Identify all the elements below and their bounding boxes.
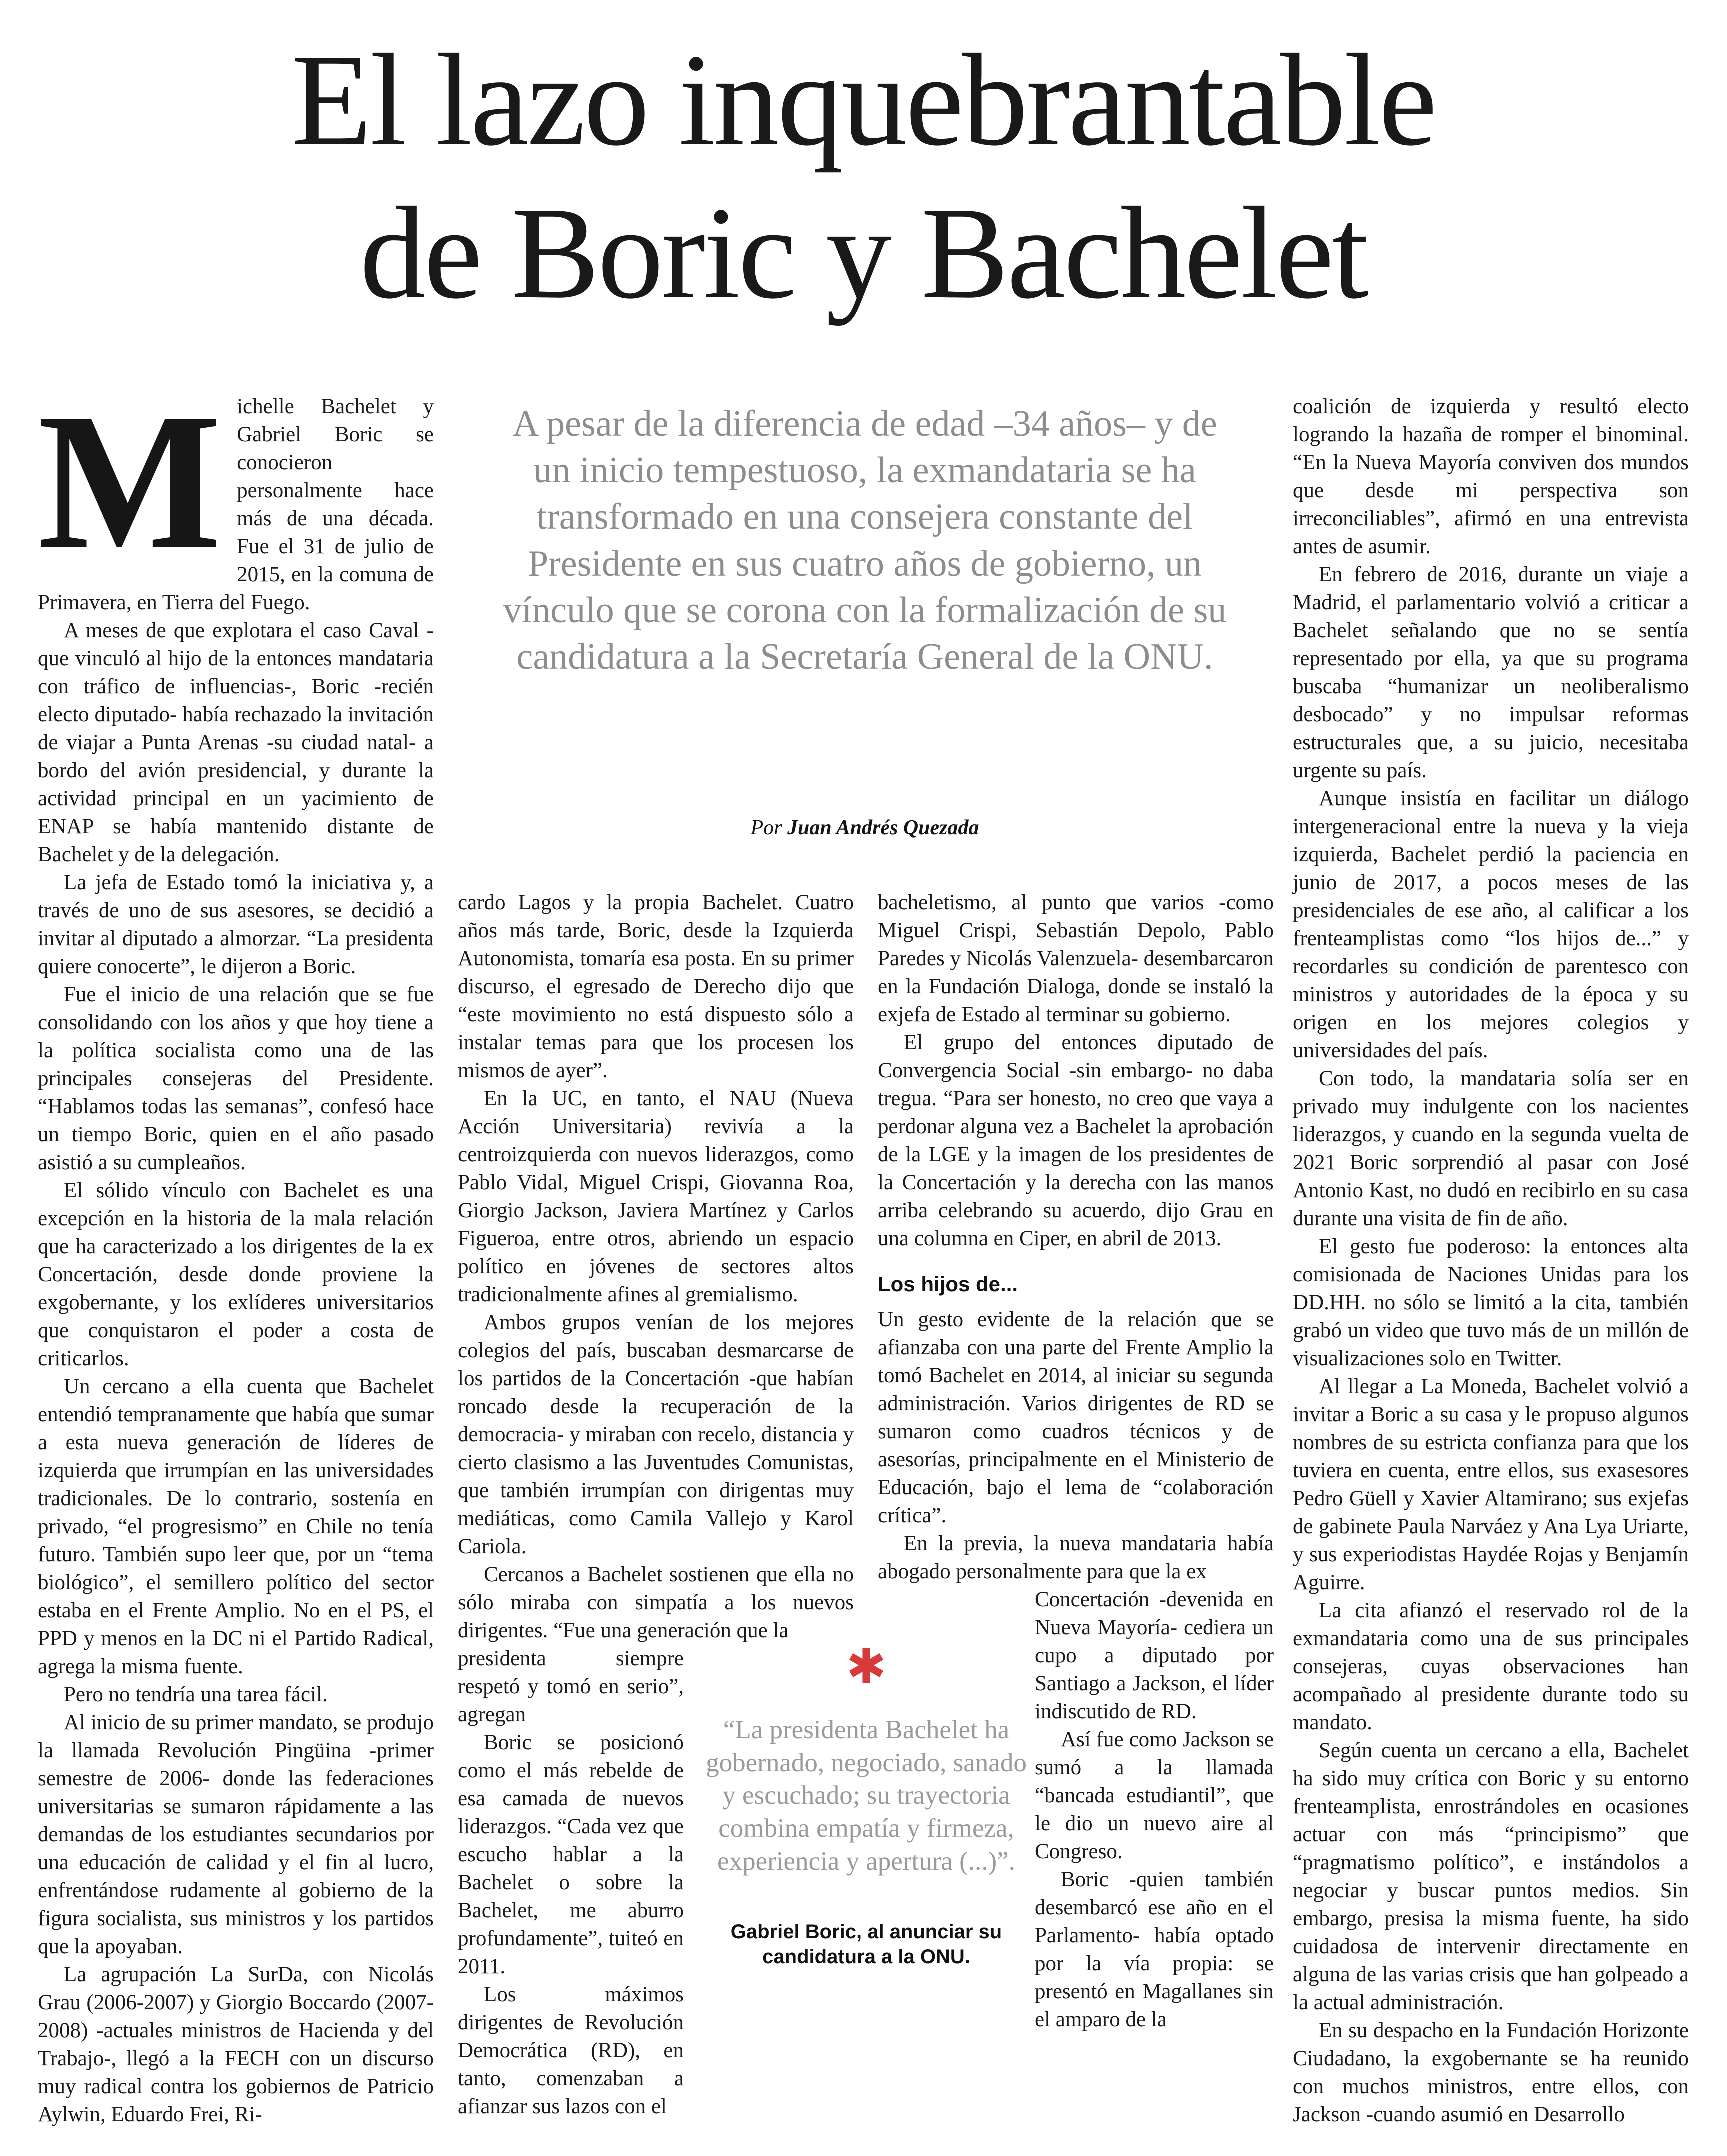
byline-prefix: Por [750, 816, 788, 840]
column-3-narrow-paragraphs [1035, 1586, 1274, 2034]
paragraph: El sólido vínculo con Bachelet es una excepción en la historia de la mala relación que ha caracterizado a los dirigentes de la ex Concertación, desde donde proviene la exgobernante, y los exlíderes universitarios que conquistaron el poder a costa de criticarlos. [38, 1179, 434, 1370]
paragraph: A meses de que explotara el caso Caval -que vinculó al hijo de la entonces mandataria con tráfico de influencias-, Boric -recién electo diputado- había rechazado la invitación de viajar a Punta Arenas -su ciudad natal- a bordo del avión presidencial, y durante la actividad principal en un yacimiento de ENAP se había mantenido distante de Bachelet y de la delegación. [38, 619, 434, 866]
paragraph: En la previa, la nueva mandataria había abogado personalmente para que la ex [878, 1532, 1274, 1584]
paragraph: Al llegar a La Moneda, Bachelet volvió a invitar a Boric a su casa y le propuso algunos nombres de su estricta confianza para que los tuviera en cuenta, entre ellos, sus exasesores Pedro Güell y Xavier Altamirano; sus exjefas de gabinete Paula Narváez y Ana Lya Uriarte, y sus experiodistas Haydée Rojas y Benjamín Aguirre. [1293, 1375, 1689, 1594]
paragraph: bacheletismo, al punto que varios -como Miguel Crispi, Sebastián Depolo, Pablo Paredes y Nicolás Valenzuela- desembarcaron en la Fundación Dialoga, donde se instaló la exjefa de Estado al terminar su gobierno. [878, 891, 1274, 1026]
paragraph: En febrero de 2016, durante un viaje a Madrid, el parlamentario volvió a criticar a Bachelet señalando que no se sentía representado por ella, ya que su programa buscaba “humanizar un neoliberalismo desbocado” y no impulsar reformas estructurales que, a su juicio, necesitaba urgente su país. [1293, 563, 1689, 782]
paragraph: Aunque insistía en facilitar un diálogo intergeneracional entre la nueva y la vieja izquierda, Bachelet perdió la paciencia en junio de 2017, a pocos meses de las presidenciales de ese año, al calificar a los frenteamplistas como “los hijos de...” y recordarles su condición de parentesco con ministros y autoridades de la época y su origen en los mejores colegios y universidades del país. [1293, 787, 1689, 1062]
column-2-top-paragraphs [458, 889, 854, 1645]
paragraph: presidenta siempre respetó y tomó en serio”, agregan [458, 1647, 684, 1726]
paragraph: En su despacho en la Fundación Horizonte Ciudadano, la exgobernante se ha reunido con muchos ministros, entre ellos, con Jackson -cuando asumió en Desarrollo [1293, 2019, 1689, 2126]
drop-cap: M [38, 374, 222, 590]
pull-quote-text: “La presidenta Bachelet ha gobernado, negociado, sanado y escuchado; su trayectoria combina empatía y firmeza, experiencia y apertura (...)”. [706, 1716, 1027, 1876]
column-1-paragraphs [38, 617, 434, 2129]
asterisk-icon: ✱ [846, 1640, 887, 1694]
paragraph: Boric se posicionó como el más rebelde de esa camada de nuevos liderazgos. “Cada vez que escucho hablar a la Bachelet o sobre la Bachelet, me aburro profundamente”, tuiteó en 2011. [458, 1731, 684, 1978]
paragraph: La jefa de Estado tomó la iniciativa y, a través de uno de sus asesores, se decidió a invitar al diputado a almorzar. “La presidenta quiere conocerte”, le dijeron a Boric. [38, 871, 434, 978]
paragraph: Un cercano a ella cuenta que Bachelet entendió tempranamente que había que sumar a esta nueva generación de líderes de izquierda que irrumpían en las universidades tradicionales. De lo contrario, sostenía en privado, “el progresismo” en Chile no tenía futuro. También supo leer que, por un “tema biológico”, el semillero político del sector estaba en el Frente Amplio. No en el PS, el PPD y menos en la DC ni el Partido Radical, agrega la misma fuente. [38, 1375, 434, 1678]
paragraph: Un gesto evidente de la relación que se afianzaba con una parte del Frente Amplio la tomó Bachelet en 2014, al iniciar su segunda administración. Varios dirigentes de RD se sumaron como cuadros técnicos y de asesorías, principalmente en el Ministerio de Educación, bajo el lema de “colaboración crítica”. [878, 1308, 1274, 1528]
paragraph: cardo Lagos y la propia Bachelet. Cuatro años más tarde, Boric, desde la Izquierda Autonomista, tomaría esa posta. En su primer discurso, el egresado de Derecho dijo que “este movimiento no está dispuesto sólo a instalar temas para que los procesen los mismos de ayer”. [458, 891, 854, 1082]
paragraph: Pero no tendría una tarea fácil. [64, 1683, 328, 1706]
article-headline [0, 24, 1727, 330]
paragraph: Cercanos a Bachelet sostienen que ella no sólo miraba con simpatía a los nuevos dirigentes. “Fue una generación que la [458, 1563, 854, 1642]
paragraph: coalición de izquierda y resultó electo logrando la hazaña de romper el binominal. “En la Nueva Mayoría conviven dos mundos que desde mi perspectiva son irreconciliables”, afirmó en una entrevista antes de asumir. [1293, 395, 1689, 558]
column-1 [38, 374, 434, 2129]
headline-line-2: de Boric y Bachelet [360, 180, 1367, 327]
paragraph: Ambos grupos venían de los mejores colegios del país, buscaban desmarcarse de los partidos de la Concertación -que habían roncado desde la recuperación de la democracia- y miraban con recelo, distancia y cierto clasismo a las Juventudes Comunistas, que también irrumpían con dirigentas muy mediáticas, como Camila Vallejo y Karol Cariola. [458, 1311, 854, 1558]
paragraph: Boric -quien también desembarcó ese año en el Parlamento- había optado por la vía propia: se presentó en Magallanes sin el amparo de la [1035, 1868, 1274, 2032]
paragraph: El gesto fue poderoso: la entonces alta comisionada de Naciones Unidas para los DD.HH. no sólo se limitó a la cita, también grabó un video que tuvo más de un millón de visualizaciones solo en Twitter. [1293, 1235, 1689, 1370]
column-4-paragraphs [1293, 393, 1689, 2129]
paragraph: Los máximos dirigentes de Revolución Democrática (RD), en tanto, comenzaban a afianzar sus lazos con el [458, 1983, 684, 2118]
paragraph: Fue el inicio de una relación que se fue consolidando con los años y que hoy tiene a la política socialista como una de las principales consejeras del Presidente. “Hablamos todas las semanas”, confesó hace un tiempo Boric, quien en el año pasado asistió a su cumpleaños. [38, 983, 434, 1174]
paragraph: Según cuenta un cercano a ella, Bachelet ha sido muy crítica con Boric y su entorno frenteamplista, enrostrándoles en ocasiones actuar con más “principismo” que “pragmatismo político”, e instándolos a negociar y buscar puntos medios. Sin embargo, presisa la misma fuente, ha sido cuidadosa de intervenir directamente en alguna de las varias crisis que han golpeado a la actual administración. [1293, 1739, 1689, 2014]
paragraph: En la UC, en tanto, el NAU (Nueva Acción Universitaria) revivía a la centroizquierda con nuevos liderazgos, como Pablo Vidal, Miguel Crispi, Giovanna Roa, Giorgio Jackson, Javiera Martínez y Carlos Figueroa, entre otros, abriendo un espacio político en jóvenes de sectores altos tradicionalmente afines al gremialismo. [458, 1087, 854, 1306]
pull-quote-attribution: Gabriel Boric, al anunciar su candidatura a la ONU. [730, 1920, 1002, 1968]
paragraph: La agrupación La SurDa, con Nicolás Grau (2006-2007) y Giorgio Boccardo (2007-2008) -actuales ministros de Hacienda y del Trabajo-, llegó a la FECH con un discurso muy radical contra los gobiernos de Patricio Aylwin, Eduardo Frei, Ri- [38, 1963, 434, 2126]
pull-quote [704, 1642, 1029, 1970]
opening-paragraph-text: ichelle Bachelet y Gabriel Boric se conocieron personalmente hace más de una década. Fue el 31 de julio de 2015, en la comuna de Primavera, en Tierra del Fuego. [38, 395, 434, 614]
paragraph: Así fue como Jackson se sumó a la llamada “bancada estudiantil”, que le dio un nuevo aire al Congreso. [1035, 1728, 1274, 1864]
column-3-top-paragraphs [878, 889, 1274, 1253]
opening-paragraph [38, 374, 434, 617]
paragraph: Con todo, la mandataria solía ser en privado muy indulgente con los nacientes liderazgos, y cuando en la segunda vuelta de 2021 Boric sorprendió al pasar con José Antonio Kast, no dudó en recibirlo en su casa durante una visita de fin de año. [1293, 1067, 1689, 1230]
paragraph: La cita afianzó el reservado rol de la exmandataria como una de sus principales consejeras, cuyas observaciones han acompañado al presidente durante todo su mandato. [1293, 1599, 1689, 1734]
article-byline [490, 816, 1240, 840]
byline-author: Juan Andrés Quezada [787, 816, 980, 840]
section-subhead: Los hijos de... [878, 1272, 1018, 1296]
column-4 [1293, 393, 1689, 2129]
article-lede: A pesar de la diferencia de edad –34 años– y de un inicio tempestuoso, la exmandataria se ha transformado en una consejera constante del Presidente en sus cuatro años de gobierno, un vínculo que se corona con la formalización de su candidatura a la Secretaría General de la ONU. [503, 404, 1227, 678]
paragraph: El grupo del entonces diputado de Convergencia Social -sin embargo- no daba tregua. “Para ser honesto, no creo que vaya a perdonar alguna vez a Bachelet la aprobación de la LGE y la imagen de los presidentes de la Concertación y la derecha con las manos arriba celebrando su acuerdo, dijo Grau en una columna en Ciper, en abril de 2013. [878, 1031, 1274, 1250]
column-3-mid-paragraphs [878, 1306, 1274, 1586]
column-2-narrow-paragraphs [458, 1645, 684, 2121]
paragraph: Al inicio de su primer mandato, se produjo la llamada Revolución Pingüina -primer semestre de 2006- donde las federaciones universitarias se sumaron rápidamente a las demandas de los estudiantes secundarios por una educación de calidad y el fin al lucro, enfrentándose rudamente al gobierno de la figura socialista, sus ministros y los partidos que la apoyaban. [38, 1711, 434, 1958]
paragraph: Concertación -devenida en Nueva Mayoría- cediera un cupo a diputado por Santiago a Jackson, el líder indiscutido de RD. [1035, 1588, 1274, 1724]
headline-line-1: El lazo inquebrantable [292, 28, 1436, 174]
